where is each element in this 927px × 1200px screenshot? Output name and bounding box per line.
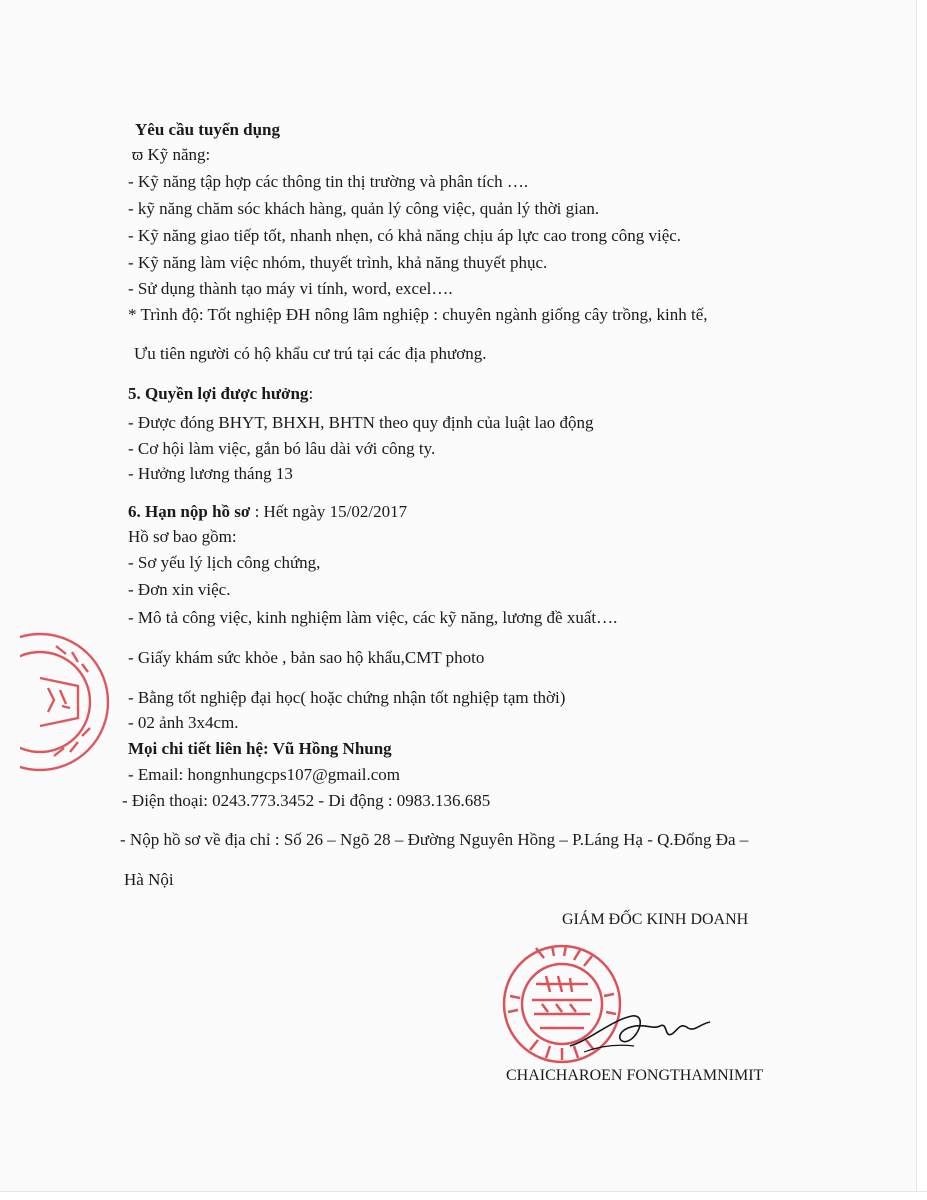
- deadline-row: [128, 502, 407, 522]
- list-item: - Kỹ năng giao tiếp tốt, nhanh nhẹn, có khả năng chịu áp lực cao trong công việc.: [128, 226, 682, 245]
- priority-line: Ưu tiên người có hộ khẩu cư trú tại các địa phương.: [134, 344, 487, 363]
- list-item: - Sơ yếu lý lịch công chứng,: [128, 553, 321, 572]
- contact-address-city: Hà Nội: [124, 870, 174, 889]
- list-item: - Mô tả công việc, kinh nghiệm làm việc, các kỹ năng, lương đề xuất….: [128, 608, 618, 627]
- list-item: - Kỹ năng làm việc nhóm, thuyết trình, khả năng thuyết phục.: [128, 253, 548, 272]
- contact-heading: Mọi chi tiết liên hệ: Vũ Hồng Nhung: [128, 739, 392, 758]
- deadline-value: : Hết ngày 15/02/2017: [250, 502, 408, 521]
- skills-label: ϖ Kỹ năng:: [132, 145, 211, 164]
- list-item: - Cơ hội làm việc, gắn bó lâu dài với công ty.: [128, 439, 436, 458]
- list-item: - Giấy khám sức khỏe , bản sao hộ khẩu,CMT photo: [128, 648, 485, 667]
- contact-address: - Nộp hồ sơ về địa chỉ : Số 26 – Ngõ 28 – Đường Nguyên Hồng – P.Láng Hạ - Q.Đống Đa –: [120, 830, 749, 849]
- list-item: - 02 ảnh 3x4cm.: [128, 713, 239, 732]
- benefits-heading-row: [128, 384, 313, 404]
- list-item: - Kỹ năng tập hợp các thông tin thị trường và phân tích ….: [128, 172, 529, 191]
- list-item: - Sử dụng thành tạo máy vi tính, word, excel….: [128, 279, 453, 298]
- list-item: - kỹ năng chăm sóc khách hàng, quản lý công việc, quản lý thời gian.: [128, 199, 600, 218]
- education-line: * Trình độ: Tốt nghiệp ĐH nông lâm nghiệp : chuyên ngành giống cây trồng, kinh tế,: [128, 305, 708, 324]
- list-item: - Hưởng lương tháng 13: [128, 464, 293, 483]
- deadline-heading: 6. Hạn nộp hồ sơ: [128, 502, 251, 521]
- signature-name: CHAICHAROEN FONGTHAMNIMIT: [506, 1067, 764, 1084]
- contact-phone: - Điện thoại: 0243.773.3452 - Di động : 0983.136.685: [122, 791, 491, 810]
- requirements-heading: Yêu cầu tuyển dụng: [135, 120, 281, 139]
- list-item: - Được đóng BHYT, BHXH, BHTN theo quy định của luật lao động: [128, 413, 594, 432]
- list-item: - Đơn xin việc.: [128, 580, 231, 599]
- signature-scribble: [560, 1000, 720, 1060]
- benefits-heading: 5. Quyền lợi được hưởng: [128, 384, 309, 403]
- scan-edge-bottom: [0, 1191, 927, 1200]
- partial-stamp-left: [20, 628, 112, 776]
- list-item: - Bằng tốt nghiệp đại học( hoặc chứng nhận tốt nghiệp tạm thời): [128, 688, 566, 707]
- docs-label: Hồ sơ bao gồm:: [128, 527, 237, 546]
- signature-title: GIÁM ĐỐC KINH DOANH: [562, 911, 749, 928]
- contact-email: - Email: hongnhungcps107@gmail.com: [128, 765, 401, 784]
- scan-edge-right: [916, 0, 927, 1200]
- benefits-heading-colon: :: [308, 384, 314, 403]
